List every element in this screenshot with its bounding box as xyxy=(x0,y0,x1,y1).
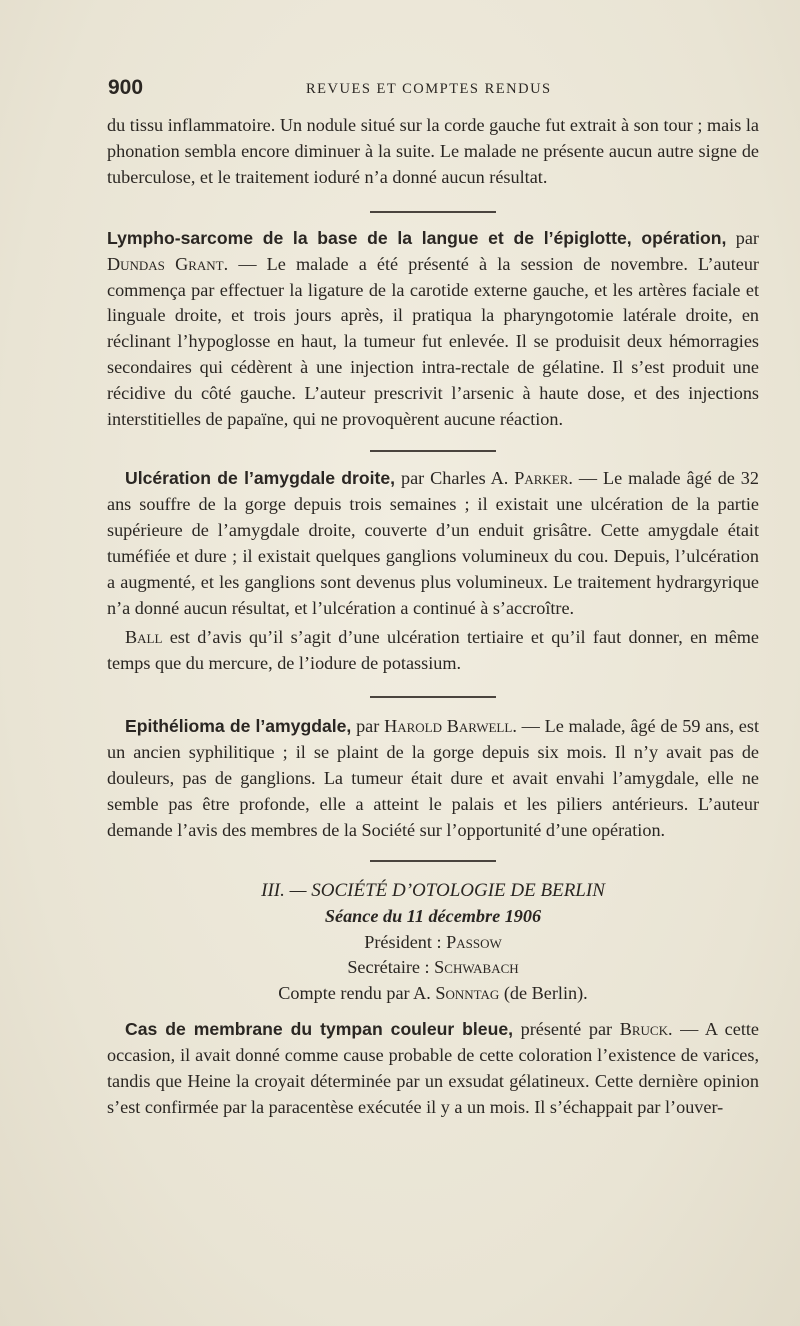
byline: par Charles A. xyxy=(395,467,515,488)
author-name: Bruck xyxy=(619,1019,668,1040)
section-divider xyxy=(370,860,496,862)
byline: par xyxy=(726,227,759,248)
paragraph-text: est d’avis qu’il s’agit d’une ulcération tertiaire et qu’il faut donner, en même temps que du mercure, de l’iodure de potassium. xyxy=(107,627,759,674)
author-name: Parker xyxy=(514,467,569,488)
byline: présenté par xyxy=(513,1019,620,1040)
secretary-name: Schwabach xyxy=(434,957,519,978)
section-text: . — Le malade âgé de 32 ans souffre de la gorge depuis trois semaines ; il existait une ulcération de la partie supérieure de l’amygdale droite, couverte d’un enduit grisâtre. Cette amygdale était tuméfiée et dure ; il existait quelques ganglions volumineux du cou. Depuis, l’ulcération a augmenté, et les ganglions sont devenus plus volumineux. Le traitement hydrargyrique n’a donné aucun résultat, et l’ulcération a continué à s’accroître. xyxy=(107,467,759,618)
section-title: Epithélioma de l’amygdale, xyxy=(125,716,352,737)
section-divider xyxy=(370,211,496,213)
society-heading: III. — SOCIÉTÉ D’OTOLOGIE DE BERLIN xyxy=(261,879,605,901)
paragraph-continuation: du tissu inflammatoire. Un nodule situé sur la corde gauche fut extrait à son tour ; mais la phonation sembla encore diminuer à la suite. Le malade ne présente aucun autre signe de tuberculose, et le traitement ioduré n’a donné aucun résultat. xyxy=(107,115,759,187)
secretary-line xyxy=(107,955,759,981)
section-title: Lympho-sarcome de la base de la langue et de l’épiglotte, opération, xyxy=(107,227,727,248)
paragraph-ball xyxy=(107,625,759,677)
article-body xyxy=(107,113,759,1121)
page-header xyxy=(108,76,760,106)
byline: par xyxy=(351,716,385,737)
section-ulceration xyxy=(107,466,759,621)
section-divider xyxy=(370,450,496,452)
section-text: . — Le malade a été présenté à la session de novembre. L’auteur commença par effectuer la ligature de la carotide externe gauche, et les artères faciale et linguale droite, et trois jours après, il pratiqua la pharyngotomie latérale droite, en réclinant l’hypoglosse en haut, la tumeur fut enlevée. Il se produisit deux hémorragies secondaires qui cédèrent à une injection intra-rectale de gélatine. Il s’est produit une récidive du côté gauche. L’auteur prescrivit l’arsenic à haute dose, et des injections interstitielles de papaïne, qui ne provoquèrent aucune réaction. xyxy=(107,253,759,430)
section-divider xyxy=(370,696,496,698)
president-line xyxy=(107,930,759,956)
section-text: . — A cette occasion, il avait donné comme cause probable de cette coloration l’existence de varices, tandis que Heine la croyait déterminée par un exsudat gélatineux. Cette dernière opinion s’est confirmée par la paracentèse exécutée il y a un mois. Il s’échappait par l’ouver- xyxy=(107,1019,759,1117)
page-number: 900 xyxy=(108,76,144,99)
report-line xyxy=(107,981,759,1007)
president-name: Passow xyxy=(446,931,502,952)
report-suffix: (de Berlin). xyxy=(499,983,588,1004)
section-title: Cas de membrane du tympan couleur bleue, xyxy=(125,1019,514,1040)
author-name: Harold Barwell xyxy=(384,716,513,737)
section-tympan xyxy=(107,1017,759,1121)
secretary-label: Secrétaire : xyxy=(347,957,435,978)
author-name: Ball xyxy=(125,627,163,648)
section-lympho-sarcome xyxy=(107,226,759,433)
running-head: REVUES ET COMPTES RENDUS xyxy=(306,81,552,97)
section-epithelioma xyxy=(107,714,759,844)
report-label: Compte rendu par A. xyxy=(278,983,436,1004)
society-heading-block xyxy=(107,878,759,1008)
session-date: Séance du 11 décembre 1906 xyxy=(324,905,542,926)
president-label: Président : xyxy=(364,931,447,952)
section-text: . — Le malade, âgé de 59 ans, est un ancien syphilitique ; il se plaint de la gorge depuis six mois. Il n’y avait pas de douleurs, pas de ganglions. La tumeur était dure et avait envahi l’amygdale, elle ne semble pas être profonde, elle a atteint le palais et les piliers antérieurs. L’auteur demande l’avis des membres de la Société sur l’opportunité d’une opération. xyxy=(107,716,759,840)
author-name: Dundas Grant xyxy=(107,253,224,274)
report-author: Sonntag xyxy=(435,983,500,1004)
section-title: Ulcération de l’amygdale droite, xyxy=(125,467,396,488)
